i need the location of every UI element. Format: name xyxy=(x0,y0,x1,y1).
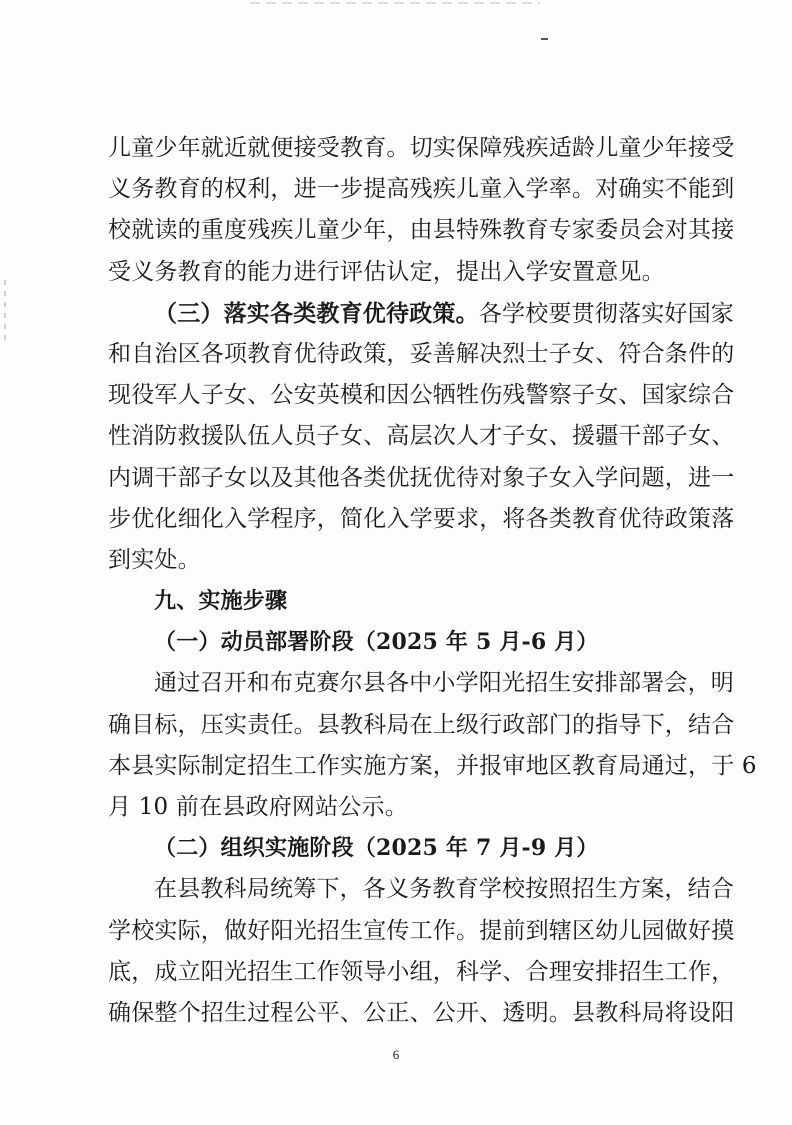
scan-artifact-dash xyxy=(541,38,548,40)
body-line: 确目标，压实责任。县教科局在上级行政部门的指导下，结合 xyxy=(108,711,735,738)
subsection-heading-3: （三）落实各类教育优待政策。 xyxy=(154,299,479,327)
body-line: 受义务教育的能力进行评估认定，提出入学安置意见。 xyxy=(108,258,665,285)
body-line: 义务教育的权利，进一步提高残疾儿童入学率。对确实不能到 xyxy=(108,176,735,203)
body-line: 月 10 前在县政府网站公示。 xyxy=(108,794,408,820)
body-line: 校就读的重度残疾儿童少年，由县特殊教育专家委员会对其接 xyxy=(108,217,735,244)
body-line: 底，成立阳光招生工作领导小组，科学、合理安排招生工作， xyxy=(108,958,735,985)
section-heading-9: 九、实施步骤 xyxy=(154,588,288,615)
body-line: 性消防救援队伍人员子女、高层次人才子女、援疆干部子女、 xyxy=(108,423,735,450)
stage-heading-2: （二）组织实施阶段（2025 年 7 月-9 月） xyxy=(154,835,599,862)
body-line: 步优化细化入学程序，简化入学要求，将各类教育优待政策落 xyxy=(108,505,735,532)
body-line: 通过召开和布克赛尔县各中小学阳光招生安排部署会，明 xyxy=(154,670,734,697)
scan-artifact-top xyxy=(250,2,540,4)
body-line: 确保整个招生过程公平、公正、公开、透明。县教科局将设阳 xyxy=(108,999,735,1026)
section-paragraph-start xyxy=(108,298,735,329)
body-line: 本县实际制定招生工作实施方案，并报审地区教育局通过，于 6 xyxy=(108,752,757,779)
body-line: 在县教科局统筹下，各义务教育学校按照招生方案，结合 xyxy=(154,876,734,903)
body-line: 到实处。 xyxy=(108,546,201,573)
body-line: 学校实际，做好阳光招生宣传工作。提前到辖区幼儿园做好摸 xyxy=(108,917,735,944)
body-line: 和自治区各项教育优待政策，妥善解决烈士子女、符合条件的 xyxy=(108,340,735,367)
body-line: 内调干部子女以及其他各类优抚优待对象子女入学问题，进一 xyxy=(108,464,735,491)
scan-artifact-left xyxy=(4,280,6,340)
document-body xyxy=(108,133,757,1039)
body-line: 现役军人子女、公安英模和因公牺牲伤残警察子女、国家综合 xyxy=(108,382,735,409)
page-number: 6 xyxy=(392,1047,400,1062)
body-text: 各学校要贯彻落实好国家 xyxy=(478,300,735,327)
body-line: 儿童少年就近就便接受教育。切实保障残疾适龄儿童少年接受 xyxy=(108,135,735,161)
stage-heading-1: （一）动员部署阶段（2025 年 5 月-6 月） xyxy=(154,629,599,656)
